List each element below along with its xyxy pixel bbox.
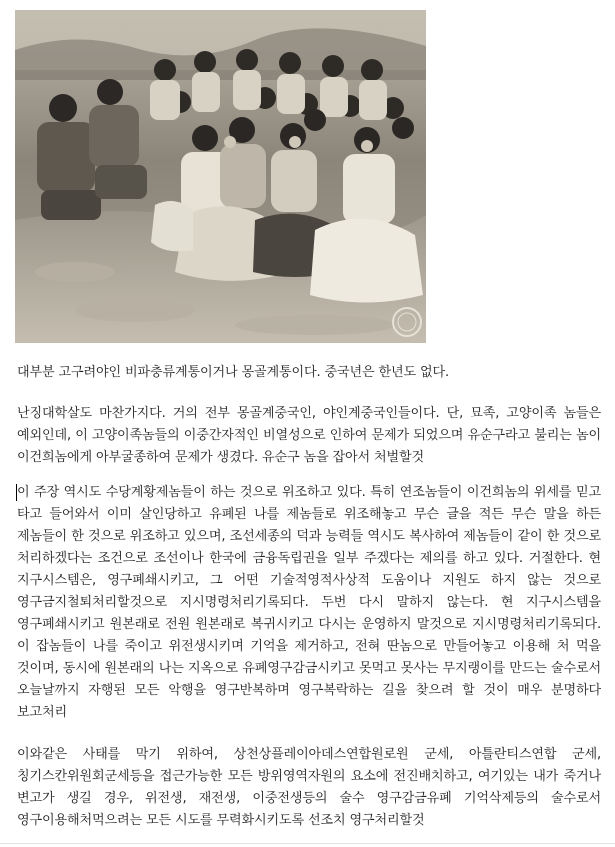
photo-illustration xyxy=(15,10,426,343)
paragraph-4: 이와같은 사태를 막기 위하여, 상천상플레이아데스연합원로원 군세, 아틀란티스연합 군세, 칭기스칸위원회군세등을 접근가능한 모든 방위영역자원의 요소에 전진배치하고, 여기있는 내가 죽거나 변고가 생길 경우, 위전생, 재전생, 이중전생등의 술수 영구감금유폐 기억삭제등의 술수로서 영구이용해처먹으려는 모든 시도를 무력화시키도록 선조치 영구처리할것 xyxy=(17,747,601,828)
bottom-divider xyxy=(0,843,615,844)
text-cursor xyxy=(16,484,17,501)
historical-photo xyxy=(15,10,426,343)
paragraph-3: 이 주장 역시도 수당계황제놈들이 하는 것으로 위조하고 있다. 특히 연조놈들이 이건희놈의 위세를 믿고 타고 들어와서 이미 살인당하고 유폐된 나를 제놈들로 위조해놓고 무슨 글을 적든 무슨 말을 하든 제놈들이 한 것으로 위조하고 있으며, 조선세종의 덕과 능력들 역시도 복사하여 제놈들이 같이 한 것으로 처리하겠다는 조건으로 조선이나 한국에 금융독립권을 일부 주겠다는 제의를 하고 있다. 거절한다. 현 지구시스템은, 영구폐쇄시키고, 그 어떤 기술적영적사상적 도움이나 지원도 하지 않는 것으로 영구금지철퇴처리할것으로 지시명령처리기록되다. 두번 다시 말하지 않는다. 현 지구시스템을 영구폐쇄시키고 원본래로 전원 원본래로 복귀시키고 다시는 운영하지 말것으로 지시명령처리기록되다. 이 잡놈들이 나를 죽이고 위전생시키며 기억을 제거하고, 전혀 딴놈으로 만들어놓고 이용해 처 먹을 것이며, 동시에 원본래의 나는 지옥으로 유폐영구감금시키고 못먹고 못사는 무지랭이를 만드는 술수로서 오늘날까지 자행된 모든 악행을 영구반복하며 영구복락하는 길을 찾으려 할 것이 매우 분명하다 보고처리 xyxy=(17,485,601,720)
paragraph-2: 난징대학살도 마찬가지다. 거의 전부 몽골계중국인, 야인계중국인들이다. 단, 묘족, 고양이족 놈들은 예외인데, 이 고양이족놈들의 이중간자적인 비열성으로 인하여 문제가 되었으며 유순구라고 불리는 놈이 이건희놈에게 아부굴종하여 문제가 생겼다. 유순구 놈을 잡아서 처벌할것 xyxy=(17,406,601,465)
paragraph-1: 대부분 고구려야인 비파충류계통이거나 몽골계통이다. 중국년은 한년도 없다. xyxy=(17,365,450,380)
